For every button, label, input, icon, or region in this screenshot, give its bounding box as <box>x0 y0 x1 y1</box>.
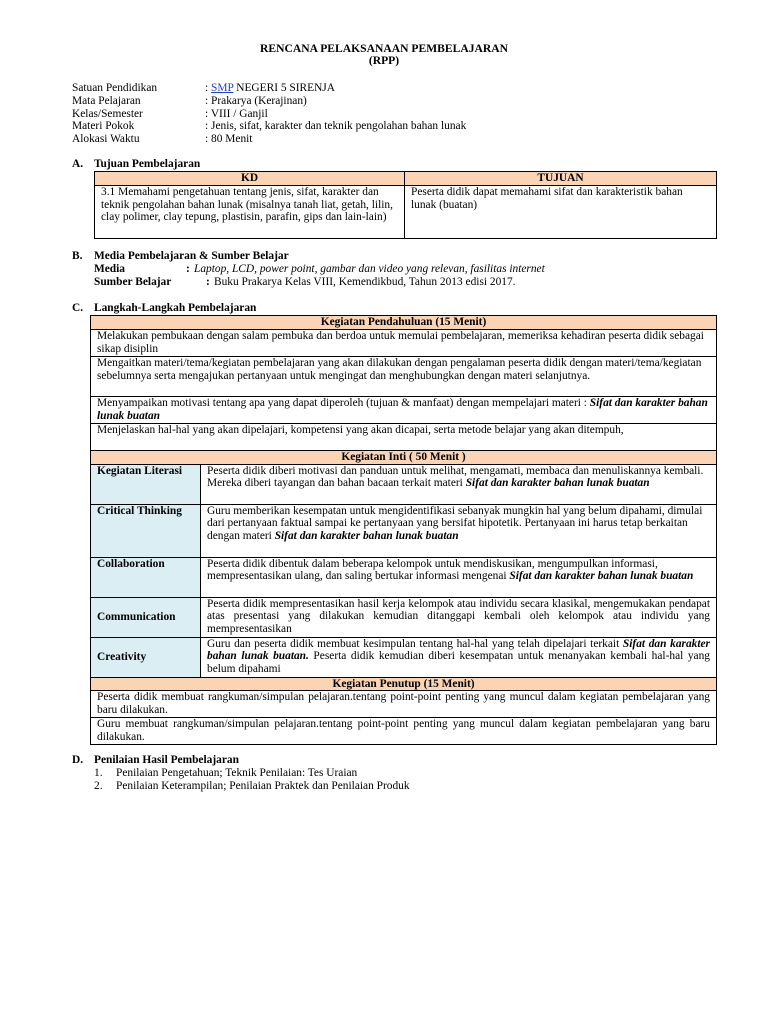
list-number: 2. <box>94 780 103 792</box>
section-title: Tujuan Pembelajaran <box>94 158 201 170</box>
identity-sep: : <box>205 133 212 146</box>
section-d-heading <box>72 754 239 767</box>
pendahuluan-text: Menyampaikan motivasi tentang apa yang dapat diperoleh (tujuan & manfaat) dengan mempelajari materi : <box>97 396 590 409</box>
section-letter: C. <box>72 302 84 314</box>
kd-column-header: KD <box>95 172 405 186</box>
inti-text: Guru dan peserta didik membuat kesimpulan tentang hal-hal yang telah dipelajari terkait <box>207 637 623 650</box>
list-item <box>94 767 410 780</box>
langkah-table <box>90 315 717 745</box>
title-line-2: (RPP) <box>368 54 400 67</box>
inti-after: Peserta didik kemudian diberi kesempatan untuk menanyakan kembali hal-hal yang belum dipahami <box>207 650 710 676</box>
pendahuluan-emph: Sifat dan karakter bahan lunak buatan <box>97 396 708 422</box>
identity-sep: : <box>205 94 212 107</box>
identity-row-kelas <box>72 108 466 121</box>
list-item <box>94 780 410 793</box>
identity-label: Materi Pokok <box>72 120 135 133</box>
kd-cell: 3.1 Memahami pengetahuan tentang jenis, sifat, karakter dan teknik pengolahan bahan lunak (misalnya tanah liat, getah, lilin, clay polimer, clay tepung, plastisin, parafin, gips dan lain-lain) <box>95 185 405 238</box>
section-a-heading <box>72 158 200 171</box>
inti-text: Guru memberikan kesempatan untuk mengidentifikasi sebanyak mungkin hal yang belum dipahami, dimulai dari pertanyaan faktual sampai ke pertanyaan yang bersifat hipotetik. Pertanyaan ini harus tetap berkaitan dengan materi <box>207 504 703 543</box>
identity-value <box>205 108 268 121</box>
pendahuluan-row <box>91 396 717 423</box>
document-title <box>0 43 768 67</box>
identity-value <box>205 133 252 146</box>
identity-sep: : <box>205 120 212 133</box>
title-line-1: RENCANA PELAKSANAAN PEMBELAJARAN <box>260 42 508 55</box>
smp-link[interactable]: SMP <box>211 82 234 94</box>
sumber-row <box>94 276 545 289</box>
inti-label: Kegiatan Literasi <box>91 464 201 504</box>
tujuan-table <box>94 171 717 239</box>
identity-label: Kelas/Semester <box>72 107 143 120</box>
identity-sep: : <box>205 107 211 120</box>
inti-emph: Sifat dan karakter bahan lunak buatan <box>274 530 459 543</box>
identity-value-text: VIII / Ganjil <box>210 107 268 120</box>
section-letter: A. <box>72 158 84 170</box>
identity-row-mapel <box>72 95 466 108</box>
pendahuluan-row: Melakukan pembukaan dengan salam pembuka dan berdoa untuk memulai pembelajaran, memeriksa kehadiran peserta didik sebagai sikap disiplin <box>91 329 717 356</box>
sumber-label: Sumber Belajar <box>94 276 172 288</box>
section-b-heading <box>72 250 289 263</box>
identity-value <box>205 82 335 95</box>
inti-label: Creativity <box>91 637 201 677</box>
inti-header: Kegiatan Inti ( 50 Menit ) <box>91 450 717 464</box>
list-text: Penilaian Pengetahuan; Teknik Penilaian: Tes Uraian <box>116 767 358 779</box>
sumber-colon: : <box>206 276 210 288</box>
pendahuluan-row: Mengaitkan materi/tema/kegiatan pembelajaran yang akan dilakukan dengan pengalaman peserta didik dengan materi/tema/kegiatan sebelumnya serta mengajukan pertanyaan untuk mengingat dan menghubungkan dengan materi selanjutnya. <box>91 356 717 396</box>
section-title: Media Pembelajaran & Sumber Belajar <box>94 250 289 262</box>
identity-sep: : <box>205 82 212 94</box>
identity-value-text: 80 Menit <box>211 133 253 146</box>
identity-value-text: Jenis, sifat, karakter dan teknik pengolahan bahan lunak <box>211 120 467 133</box>
media-label: Media <box>94 263 126 275</box>
identity-label: Mata Pelajaran <box>72 94 141 107</box>
identity-value <box>205 120 466 133</box>
sumber-value: Buku Prakarya Kelas VIII, Kemendikbud, Tahun 2013 edisi 2017. <box>214 276 516 288</box>
section-c-heading <box>72 302 256 315</box>
identity-value-text: Prakarya (Kerajinan) <box>211 94 307 107</box>
list-text: Penilaian Keterampilan; Penilaian Praktek dan Penilaian Produk <box>116 780 410 792</box>
section-title: Langkah-Langkah Pembelajaran <box>94 302 257 314</box>
media-value: Laptop, LCD, power point, gambar dan video yang relevan, fasilitas internet <box>194 263 545 275</box>
inti-label: Critical Thinking <box>91 504 201 557</box>
list-number: 1. <box>94 767 103 779</box>
inti-text-cell <box>201 504 717 557</box>
inti-emph: Sifat dan karakter bahan lunak buatan <box>465 477 650 490</box>
inti-text-cell <box>201 637 717 677</box>
inti-label: Collaboration <box>91 557 201 597</box>
section-title: Penilaian Hasil Pembelajaran <box>94 754 239 766</box>
media-block <box>94 263 545 289</box>
media-colon: : <box>186 263 190 275</box>
penutup-row: Peserta didik membuat rangkuman/simpulan pelajaran.tentang point-point penting yang muncul dalam kegiatan pembelajaran yang baru dilakukan. <box>91 691 717 718</box>
inti-text-cell <box>201 464 717 504</box>
inti-emph: Sifat dan karakter bahan lunak buatan <box>509 570 694 583</box>
pendahuluan-row: Menjelaskan hal-hal yang akan dipelajari, kompetensi yang akan dicapai, serta metode belajar yang akan ditempuh, <box>91 423 717 450</box>
section-letter: D. <box>72 754 84 766</box>
media-row <box>94 263 545 276</box>
identity-value <box>205 95 307 108</box>
identity-row-materi <box>72 120 466 133</box>
penutup-row: Guru membuat rangkuman/simpulan pelajaran.tentang point-point penting yang muncul dalam kegiatan pembelajaran yang baru dilakukan. <box>91 718 717 745</box>
identity-label: Alokasi Waktu <box>72 133 140 146</box>
inti-text-cell: Peserta didik mempresentasikan hasil kerja kelompok atau individu secara klasikal, mengemukakan pendapat atas presentasi yang dilakukan kemudian ditanggapi kembali oleh kelompok atau individu yang mempresentasikan <box>201 597 717 637</box>
tujuan-cell: Peserta didik dapat memahami sifat dan karakteristik bahan lunak (buatan) <box>405 185 717 238</box>
identity-label: Satuan Pendidikan <box>72 82 158 94</box>
inti-text: Peserta didik dibentuk dalam beberapa kelompok untuk mendiskusikan, mengumpulkan informasi, mempresentasikan ulang, dan saling bertukar informasi mengenai <box>207 557 658 583</box>
inti-emph: Sifat dan karakter bahan lunak buatan. <box>207 637 710 663</box>
inti-text: Peserta didik diberi motivasi dan panduan untuk melihat, mengamati, membaca dan menuliskannya kembali. Mereka diberi tayangan dan bahan bacaan terkait materi <box>207 464 704 490</box>
section-letter: B. <box>72 250 83 262</box>
inti-text-cell <box>201 557 717 597</box>
inti-label: Communication <box>91 597 201 637</box>
tujuan-column-header: TUJUAN <box>405 172 717 186</box>
identity-row-satuan <box>72 82 466 95</box>
penilaian-list <box>94 767 410 793</box>
identity-row-alokasi <box>72 133 466 146</box>
identity-value-text: NEGERI 5 SIRENJA <box>233 82 335 94</box>
identity-block <box>72 82 466 146</box>
pendahuluan-header: Kegiatan Pendahuluan (15 Menit) <box>91 316 717 330</box>
penutup-header: Kegiatan Penutup (15 Menit) <box>91 677 717 691</box>
